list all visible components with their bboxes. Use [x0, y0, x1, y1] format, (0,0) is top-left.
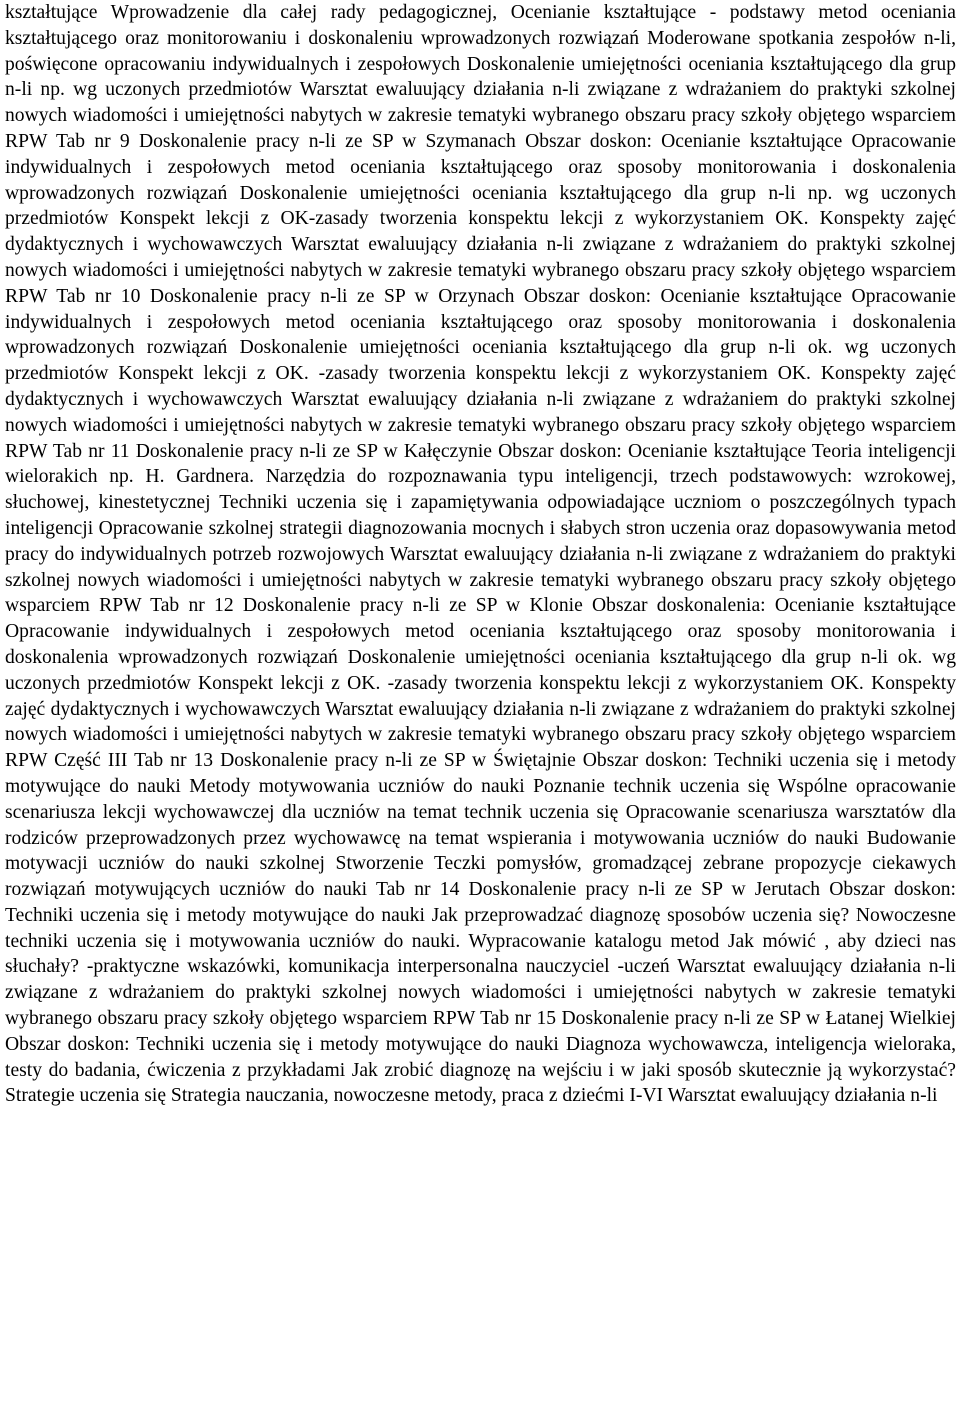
- body-paragraph: kształtujące Wprowadzenie dla całej rady pedagogicznej, Ocenianie kształtujące - podstawy metod oceniania kształtującego oraz monitorowaniu i doskonaleniu wprowadzonych rozwiązań Moderowane spotkania zespołów n-li, poświęcone opracowaniu indywidualnych i zespołowych Doskonalenie umiejętności oceniania kształtującego dla grup n-li np. wg uczonych przedmiotów Warsztat ewaluujący działania n-li związane z wdrażaniem do praktyki szkolnej nowych wiadomości i umiejętności nabytych w zakresie tematyki wybranego obszaru pracy szkoły objętego wsparciem RPW Tab nr 9 Doskonalenie pracy n-li ze SP w Szymanach Obszar doskon: Ocenianie kształtujące Opracowanie indywidualnych i zespołowych metod oceniania kształtującego oraz sposoby monitorowania i doskonalenia wprowadzonych rozwiązań Doskonalenie umiejętności oceniania kształtującego dla grup n-li np. wg uczonych przedmiotów Konspekt lekcji z OK-zasady tworzenia konspektu lekcji z wykorzystaniem OK. Konspekty zajęć dydaktycznych i wychowawczych Warsztat ewaluujący działania n-li związane z wdrażaniem do praktyki szkolnej nowych wiadomości i umiejętności nabytych w zakresie tematyki wybranego obszaru pracy szkoły objętego wsparciem RPW Tab nr 10 Doskonalenie pracy n-li ze SP w Orzynach Obszar doskon: Ocenianie kształtujące Opracowanie indywidualnych i zespołowych metod oceniania kształtującego oraz sposoby monitorowania i doskonalenia wprowadzonych rozwiązań Doskonalenie umiejętności oceniania kształtującego dla grup n-li ok. wg uczonych przedmiotów Konspekt lekcji z OK. -zasady tworzenia konspektu lekcji z wykorzystaniem OK. Konspekty zajęć dydaktycznych i wychowawczych Warsztat ewaluujący działania n-li związane z wdrażaniem do praktyki szkolnej nowych wiadomości i umiejętności nabytych w zakresie tematyki wybranego obszaru pracy szkoły objętego wsparciem RPW Tab nr 11 Doskonalenie pracy n-li ze SP w Kałęczynie Obszar doskon: Ocenianie kształtujące Teoria inteligencji wielorakich np. H. Gardnera. Narzędzia do rozpoznawania typu inteligencji, trzech podstawowych: wzrokowej, słuchowej, kinestetycznej Techniki uczenia się i zapamiętywania odpowiadające uczniom o poszczególnych typach inteligencji Opracowanie szkolnej strategii diagnozowania mocnych i słabych stron uczenia oraz dopasowywania metod pracy do indywidualnych potrzeb rozwojowych Warsztat ewaluujący działania n-li związane z wdrażaniem do praktyki szkolnej nowych wiadomości i umiejętności nabytych w zakresie tematyki wybranego obszaru pracy szkoły objętego wsparciem RPW Tab nr 12 Doskonalenie pracy n-li ze SP w Klonie Obszar doskonalenia: Ocenianie kształtujące Opracowanie indywidualnych i zespołowych metod oceniania kształtującego oraz sposoby monitorowania i doskonalenia wprowadzonych rozwiązań Doskonalenie umiejętności oceniania kształtującego dla grup n-li ok. wg uczonych przedmiotów Konspekt lekcji z OK. -zasady tworzenia konspektu lekcji z wykorzystaniem OK. Konspekty zajęć dydaktycznych i wychowawczych Warsztat ewaluujący działania n-li związane z wdrażaniem do praktyki szkolnej nowych wiadomości i umiejętności nabytych w zakresie tematyki wybranego obszaru pracy szkoły objętego wsparciem RPW Część III Tab nr 13 Doskonalenie pracy n-li ze SP w Świętajnie Obszar doskon: Techniki uczenia się i metody motywujące do nauki Metody motywowania uczniów do nauki Poznanie technik uczenia się Wspólne opracowanie scenariusza lekcji wychowawczej dla uczniów na temat technik uczenia się Opracowanie scenariusza warsztatów dla rodziców przeprowadzonych przez wychowawcę na temat wspierania i motywowania uczniów do nauki Budowanie motywacji uczniów do nauki szkolnej Stworzenie Teczki pomysłów, gromadzącej zebrane propozycje ciekawych rozwiązań motywujących uczniów do nauki Tab nr 14 Doskonalenie pracy n-li ze SP w Jerutach Obszar doskon: Techniki uczenia się i metody motywujące do nauki Jak przeprowadzać diagnozę sposobów uczenia się? Nowoczesne techniki uczenia się i motywowania uczniów do nauki. Wypracowanie katalogu metod Jak mówić , aby dzieci nas słuchały? -praktyczne wskazówki, komunikacja interpersonalna nauczyciel -uczeń Warsztat ewaluujący działania n-li związane z wdrażaniem do praktyki szkolnej nowych wiadomości i umiejętności nabytych w zakresie tematyki wybranego obszaru pracy szkoły objętego wsparciem RPW Tab nr 15 Doskonalenie pracy n-li ze SP w Łatanej Wielkiej Obszar doskon: Techniki uczenia się i metody motywujące do nauki Diagnoza wychowawcza, inteligencja wieloraka, testy do badania, ćwiczenia z przykładami Jak zrobić diagnozę na wejściu i w jaki sposób skutecznie ją wykorzystać? Strategie uczenia się Strategia nauczania, nowoczesne metody, praca z dziećmi I-VI Warsztat ewaluujący działania n-li: [5, 2, 956, 1107]
